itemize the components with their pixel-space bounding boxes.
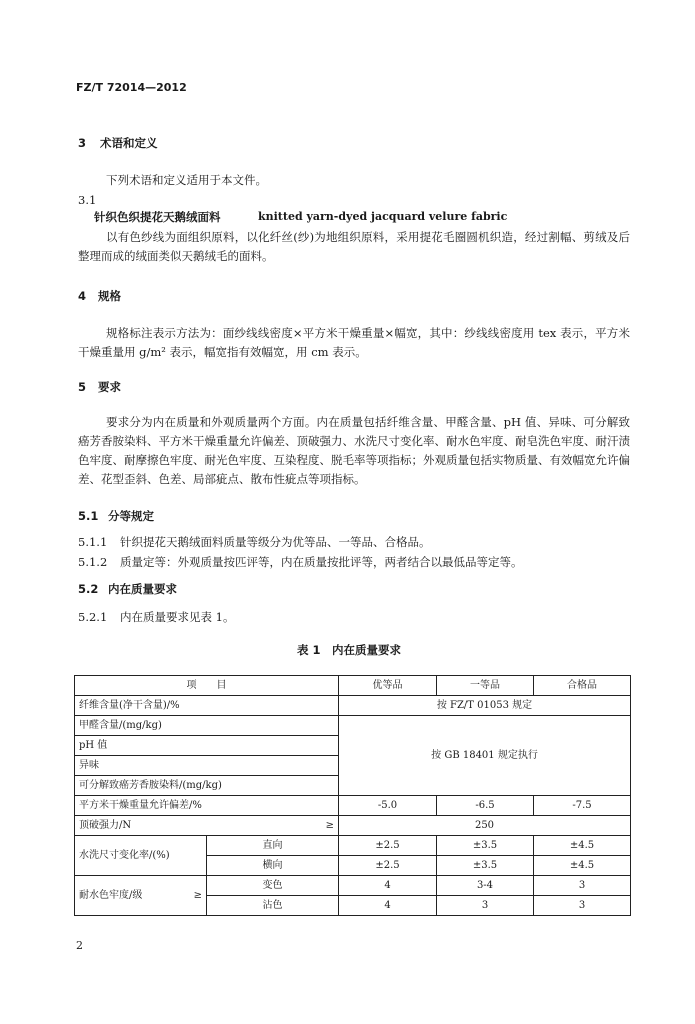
section-5-1-title: 分等规定 [108, 509, 154, 523]
section-5-1-2-text: 质量定等：外观质量按匹评等，内在质量按批评等，两者结合以最低品等定等。 [120, 555, 523, 569]
wash-direction-weft: 横向 [207, 856, 339, 876]
table-row [75, 836, 631, 856]
row-label-formaldehyde: 甲醛含量/(mg/kg) [75, 716, 339, 736]
wash-weft-grade-1: ±2.5 [339, 856, 437, 876]
row-label-odor: 异味 [75, 756, 339, 776]
section-4-title: 规格 [98, 289, 121, 303]
water-change-grade-2: 3-4 [437, 876, 534, 896]
row-label-fiber: 纤维含量(净干含量)/% [75, 696, 339, 716]
gb-18401-value: 按 GB 18401 规定执行 [339, 716, 631, 796]
term-3-1-definition: 以有色纱线为面组织原料，以化纤丝(纱)为地组织原料，采用提花毛圈圆机织造，经过割幅、剪绒及后整理而成的绒面类似天鹅绒毛的面料。 [78, 230, 630, 263]
table-row [75, 696, 631, 716]
section-5-number: 5 [78, 380, 87, 394]
section-5-text: 要求分为内在质量和外观质量两个方面。内在质量包括纤维含量、甲醛含量、pH 值、异味、可分解致癌芳香胺染料、平方米干燥重量允许偏差、顶破强力、水洗尺寸变化率、耐水色牢度、耐皂洗色牢度、耐汗渍色牢度、耐摩擦色牢度、耐光色牢度、互染程度、脱毛率等项指标；外观质量包括实物质量、有效幅宽允许偏差、花型歪斜、色差、局部疵点、散布性疵点等项指标。 [78, 415, 630, 486]
section-5-1-1-number: 5.1.1 [78, 535, 108, 549]
fiber-value: 按 FZ/T 01053 规定 [339, 696, 631, 716]
term-3-1-chinese: 针织色织提花天鹅绒面料 [94, 210, 221, 224]
term-3-1-english: knitted yarn-dyed jacquard velure fabric [258, 210, 508, 223]
standard-code: FZ/T 72014—2012 [76, 81, 187, 94]
water-gte-symbol: ≥ [193, 889, 202, 901]
weight-grade-1: -5.0 [339, 796, 437, 816]
water-change-grade-1: 4 [339, 876, 437, 896]
water-type-staining: 沾色 [207, 896, 339, 916]
row-label-wash: 水洗尺寸变化率/(%) [75, 836, 207, 876]
section-5-2-1-text: 内在质量要求见表 1。 [120, 610, 235, 624]
section-5-2-1-number: 5.2.1 [78, 610, 108, 624]
section-4-text: 规格标注表示方法为：面纱线线密度×平方米干燥重量×幅宽，其中：纱线线密度用 tex 表示，平方米干燥重量用 g/m² 表示，幅宽指有效幅宽，用 cm 表示。 [78, 326, 630, 359]
water-change-grade-3: 3 [534, 876, 631, 896]
burst-value: 250 [339, 816, 631, 836]
water-stain-grade-1: 4 [339, 896, 437, 916]
quality-requirements-table [74, 675, 631, 916]
section-3-intro: 下列术语和定义适用于本文件。 [106, 173, 267, 187]
row-label-burst [75, 816, 339, 836]
burst-label: 顶破强力/N [79, 819, 132, 831]
water-stain-grade-2: 3 [437, 896, 534, 916]
table-row [75, 876, 631, 896]
section-5-2-title: 内在质量要求 [108, 582, 177, 596]
section-5-2-number: 5.2 [78, 582, 99, 596]
water-stain-grade-3: 3 [534, 896, 631, 916]
row-label-weight: 平方米干燥重量允许偏差/% [75, 796, 339, 816]
row-label-ph: pH 值 [75, 736, 339, 756]
section-3-title: 术语和定义 [100, 136, 158, 150]
wash-weft-grade-2: ±3.5 [437, 856, 534, 876]
section-5-title: 要求 [98, 380, 121, 394]
burst-gte-symbol: ≥ [325, 819, 334, 831]
page-number: 2 [76, 939, 83, 952]
wash-warp-grade-2: ±3.5 [437, 836, 534, 856]
row-label-amine: 可分解致癌芳香胺染料/(mg/kg) [75, 776, 339, 796]
section-5-1-2-number: 5.1.2 [78, 555, 108, 569]
wash-direction-warp: 直向 [207, 836, 339, 856]
header-grade-2: 一等品 [437, 676, 534, 696]
header-item: 项 目 [75, 676, 339, 696]
header-grade-3: 合格品 [534, 676, 631, 696]
header-grade-1: 优等品 [339, 676, 437, 696]
table-1-caption: 表 1 内在质量要求 [297, 643, 402, 657]
wash-warp-grade-1: ±2.5 [339, 836, 437, 856]
table-row [75, 716, 631, 736]
section-5-1-1-text: 针织提花天鹅绒面料质量等级分为优等品、一等品、合格品。 [120, 535, 431, 549]
water-fastness-label: 耐水色牢度/级 [79, 889, 143, 901]
water-type-color-change: 变色 [207, 876, 339, 896]
wash-weft-grade-3: ±4.5 [534, 856, 631, 876]
row-label-water-fastness [75, 876, 207, 916]
table-header-row [75, 676, 631, 696]
section-4-number: 4 [78, 289, 87, 303]
wash-warp-grade-3: ±4.5 [534, 836, 631, 856]
weight-grade-3: -7.5 [534, 796, 631, 816]
term-3-1-number: 3.1 [78, 193, 97, 207]
weight-grade-2: -6.5 [437, 796, 534, 816]
table-row [75, 796, 631, 816]
section-5-1-number: 5.1 [78, 509, 99, 523]
section-3-number: 3 [78, 136, 87, 150]
table-row [75, 816, 631, 836]
